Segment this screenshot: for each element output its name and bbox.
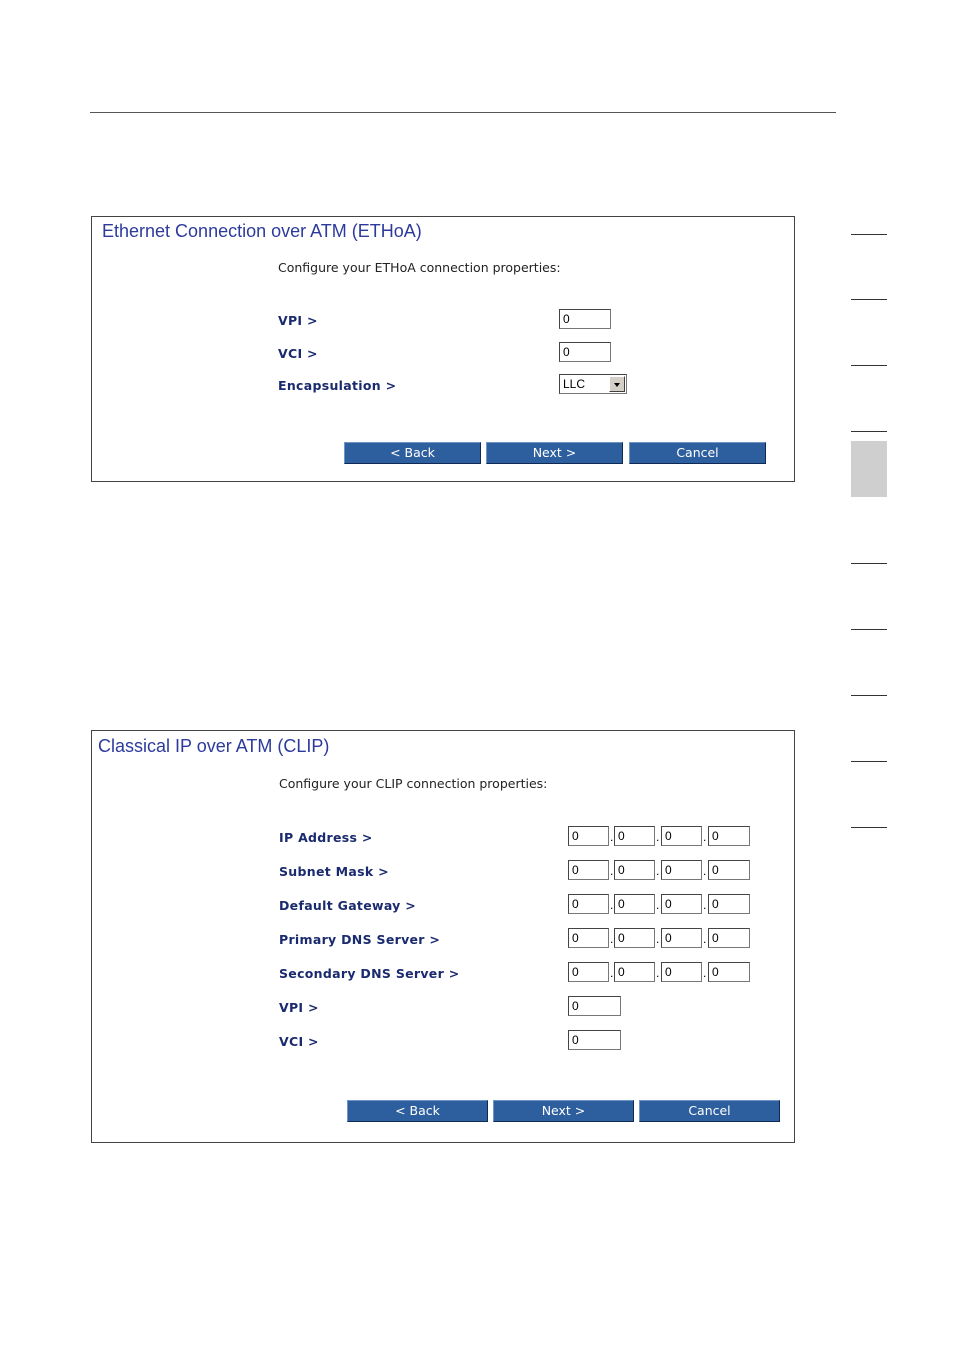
section-tab-marker: [851, 431, 887, 432]
clip-intro: Configure your CLIP connection properties:: [279, 776, 548, 791]
octet-separator: .: [610, 966, 614, 980]
ethoa-vpi-label: VPI >: [278, 313, 318, 328]
ethoa-cancel-button[interactable]: Cancel: [629, 442, 766, 464]
clip-cancel-button[interactable]: Cancel: [639, 1100, 780, 1122]
octet-separator: .: [656, 898, 660, 912]
ethoa-next-button[interactable]: Next >: [486, 442, 623, 464]
clip-default-gateway-octet-3[interactable]: 0: [661, 894, 702, 914]
section-tab-marker: [851, 629, 887, 630]
ethoa-vci-input[interactable]: 0: [559, 342, 611, 362]
clip-vpi-input[interactable]: 0: [568, 996, 621, 1016]
clip-next-button[interactable]: Next >: [493, 1100, 634, 1122]
section-tab-marker: [851, 761, 887, 762]
octet-separator: .: [703, 864, 707, 878]
clip-subnet-mask-octet-3[interactable]: 0: [661, 860, 702, 880]
ethoa-panel: [91, 216, 795, 482]
ethoa-back-button[interactable]: < Back: [344, 442, 481, 464]
clip-ip-address-label: IP Address >: [279, 830, 373, 845]
section-tab-marker: [851, 299, 887, 300]
clip-default-gateway-label: Default Gateway >: [279, 898, 417, 913]
section-tab-marker: [851, 563, 887, 564]
octet-separator: .: [610, 864, 614, 878]
octet-separator: .: [656, 966, 660, 980]
clip-vpi-label: VPI >: [279, 1000, 319, 1015]
clip-back-button[interactable]: < Back: [347, 1100, 488, 1122]
clip-secondary-dns-octet-4[interactable]: 0: [708, 962, 750, 982]
clip-ip-address-octet-1[interactable]: 0: [568, 826, 609, 846]
chevron-down-icon[interactable]: [609, 376, 625, 392]
clip-ip-address-octet-4[interactable]: 0: [708, 826, 750, 846]
clip-default-gateway-octet-1[interactable]: 0: [568, 894, 609, 914]
octet-separator: .: [610, 932, 614, 946]
ethoa-encapsulation-select[interactable]: [559, 374, 627, 394]
clip-vci-input[interactable]: 0: [568, 1030, 621, 1050]
section-tab-marker: [851, 234, 887, 235]
ethoa-title: Ethernet Connection over ATM (ETHoA): [102, 221, 422, 241]
ethoa-encapsulation-value: LLC: [563, 377, 586, 391]
clip-secondary-dns-octet-2[interactable]: 0: [614, 962, 655, 982]
octet-separator: .: [703, 966, 707, 980]
clip-primary-dns-octet-3[interactable]: 0: [661, 928, 702, 948]
octet-separator: .: [656, 864, 660, 878]
clip-subnet-mask-octet-4[interactable]: 0: [708, 860, 750, 880]
clip-default-gateway-octet-4[interactable]: 0: [708, 894, 750, 914]
octet-separator: .: [656, 830, 660, 844]
clip-subnet-mask-label: Subnet Mask >: [279, 864, 389, 879]
clip-subnet-mask-octet-2[interactable]: 0: [614, 860, 655, 880]
ethoa-encapsulation-label: Encapsulation >: [278, 378, 397, 393]
clip-secondary-dns-octet-1[interactable]: 0: [568, 962, 609, 982]
section-tab-active: [851, 441, 887, 497]
clip-title: Classical IP over ATM (CLIP): [98, 736, 330, 756]
clip-primary-dns-octet-2[interactable]: 0: [614, 928, 655, 948]
section-tab-marker: [851, 827, 887, 828]
ethoa-vci-label: VCI >: [278, 346, 318, 361]
clip-default-gateway-octet-2[interactable]: 0: [614, 894, 655, 914]
clip-vci-label: VCI >: [279, 1034, 319, 1049]
clip-ip-address-octet-3[interactable]: 0: [661, 826, 702, 846]
clip-primary-dns-octet-1[interactable]: 0: [568, 928, 609, 948]
octet-separator: .: [656, 932, 660, 946]
ethoa-intro: Configure your ETHoA connection properties:: [278, 260, 561, 275]
ethoa-vpi-input[interactable]: 0: [559, 309, 611, 329]
section-tab-marker: [851, 365, 887, 366]
octet-separator: .: [703, 898, 707, 912]
octet-separator: .: [703, 830, 707, 844]
clip-primary-dns-label: Primary DNS Server >: [279, 932, 441, 947]
octet-separator: .: [610, 830, 614, 844]
clip-secondary-dns-octet-3[interactable]: 0: [661, 962, 702, 982]
clip-primary-dns-octet-4[interactable]: 0: [708, 928, 750, 948]
clip-subnet-mask-octet-1[interactable]: 0: [568, 860, 609, 880]
section-tab-marker: [851, 695, 887, 696]
clip-secondary-dns-label: Secondary DNS Server >: [279, 966, 460, 981]
octet-separator: .: [610, 898, 614, 912]
header-rule: [90, 112, 836, 113]
clip-panel: [91, 730, 795, 1143]
octet-separator: .: [703, 932, 707, 946]
clip-ip-address-octet-2[interactable]: 0: [614, 826, 655, 846]
